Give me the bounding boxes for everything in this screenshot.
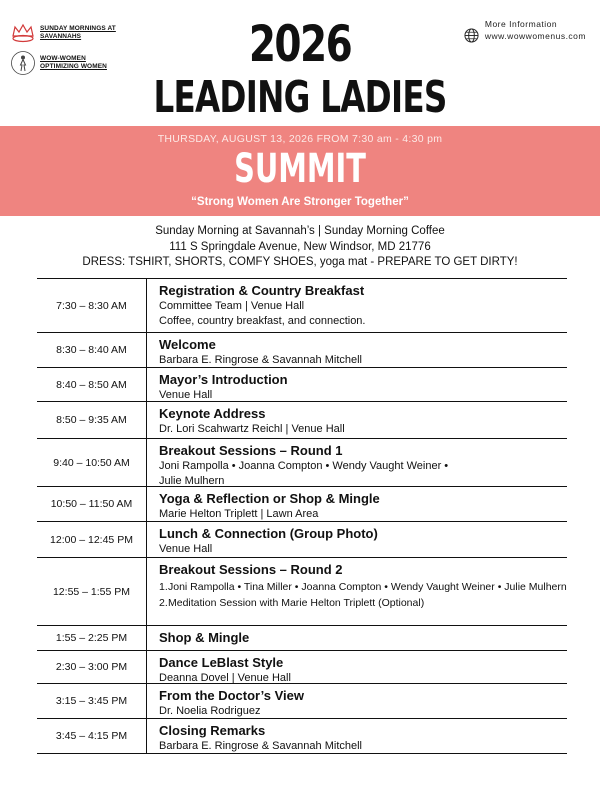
schedule-row — [37, 487, 567, 522]
session-detail — [147, 368, 567, 401]
session-line: Venue Hall — [159, 543, 213, 555]
venue-name: Sunday Morning at Savannah’s | Sunday Morning Coffee — [155, 225, 445, 237]
session-title: Welcome — [159, 337, 216, 352]
schedule-row — [37, 279, 567, 333]
session-line: Committee Team | Venue Hall — [159, 300, 305, 312]
session-detail — [147, 487, 567, 521]
session-time: 8:50 – 9:35 AM — [37, 402, 147, 438]
wow-logo-text: WOW-WOMEN OPTIMIZING WOMEN — [40, 55, 107, 70]
session-detail — [147, 522, 567, 557]
session-line: Marie Helton Triplett | Lawn Area — [159, 508, 319, 520]
summit-heading: SUMMIT — [234, 146, 366, 192]
list-number: 2. — [159, 597, 168, 609]
session-time: 10:50 – 11:50 AM — [37, 487, 147, 521]
session-time: 12:55 – 1:55 PM — [37, 558, 147, 625]
list-text: Joni Rampolla • Tina Miller • Joanna Compton • Wendy Vaught Weiner • Julie Mulhern — [168, 581, 567, 593]
session-title: Closing Remarks — [159, 723, 266, 738]
session-detail — [147, 558, 567, 625]
session-detail — [147, 684, 567, 718]
session-line: Deanna Dovel | Venue Hall — [159, 672, 291, 684]
session-detail — [147, 651, 567, 683]
schedule-row — [37, 719, 567, 754]
dress-code: DRESS: TSHIRT, SHORTS, COMFY SHOES, yoga mat - PREPARE TO GET DIRTY! — [82, 256, 518, 268]
session-detail — [147, 439, 567, 486]
schedule-row — [37, 402, 567, 439]
venue-address: 111 S Springdale Avenue, New Windsor, MD 21776 — [169, 240, 431, 253]
summit-banner — [0, 126, 600, 216]
session-title: Shop & Mingle — [159, 630, 250, 645]
session-title: From the Doctor’s View — [159, 688, 304, 703]
list-item — [159, 596, 567, 610]
session-detail — [147, 279, 567, 332]
schedule-row — [37, 333, 567, 368]
session-line: Dr. Lori Scahwartz Reichl | Venue Hall — [159, 423, 345, 435]
session-line: Dr. Noelia Rodriguez — [159, 705, 261, 717]
event-title: LEADING LADIES — [153, 72, 447, 123]
sunday-logo-text: SUNDAY MORNINGS AT SAVANNAHS — [40, 25, 116, 40]
session-line: Joni Rampolla • Joanna Compton • Wendy Vaught Weiner • — [159, 460, 449, 472]
session-detail — [147, 402, 567, 438]
session-time: 12:00 – 12:45 PM — [37, 522, 147, 557]
woman-silhouette-icon — [10, 50, 36, 76]
session-time: 9:40 – 10:50 AM — [37, 439, 147, 486]
more-info-label: More Information — [484, 18, 558, 29]
tagline: “Strong Women Are Stronger Together” — [191, 196, 409, 208]
session-list — [159, 580, 567, 610]
session-detail — [147, 333, 567, 367]
session-line: Julie Mulhern — [159, 474, 225, 487]
session-time: 7:30 – 8:30 AM — [37, 279, 147, 332]
session-line: Venue Hall — [159, 389, 213, 401]
website-link[interactable]: www.wowwomenus.com — [484, 30, 586, 41]
session-line: Coffee, country breakfast, and connection. — [159, 314, 366, 327]
schedule-row — [37, 626, 567, 651]
event-date: THURSDAY, AUGUST 13, 2026 FROM 7:30 am - 4:30 pm — [157, 133, 443, 145]
schedule-row — [37, 522, 567, 558]
schedule-row — [37, 368, 567, 402]
session-time: 3:45 – 4:15 PM — [37, 719, 147, 753]
schedule-row — [37, 684, 567, 719]
session-title: Registration & Country Breakfast — [159, 283, 365, 298]
session-detail — [147, 626, 567, 650]
session-detail — [147, 719, 567, 753]
list-number: 1. — [159, 581, 168, 593]
session-time: 2:30 – 3:00 PM — [37, 651, 147, 683]
session-title: Breakout Sessions – Round 1 — [159, 443, 343, 458]
session-title: Mayor’s Introduction — [159, 372, 288, 387]
session-title: Lunch & Connection (Group Photo) — [159, 526, 378, 541]
schedule-row — [37, 439, 567, 487]
session-title: Yoga & Reflection or Shop & Mingle — [159, 491, 380, 506]
schedule-row — [37, 558, 567, 626]
crown-icon — [10, 22, 36, 44]
session-time: 1:55 – 2:25 PM — [37, 626, 147, 650]
session-time: 8:30 – 8:40 AM — [37, 333, 147, 367]
list-item — [159, 580, 567, 594]
list-text: Meditation Session with Marie Helton Triplett (Optional) — [168, 597, 425, 609]
session-time: 8:40 – 8:50 AM — [37, 368, 147, 401]
session-title: Keynote Address — [159, 406, 266, 421]
schedule-table — [37, 278, 567, 754]
session-line: Barbara E. Ringrose & Savannah Mitchell — [159, 740, 362, 752]
session-title: Breakout Sessions – Round 2 — [159, 562, 343, 577]
schedule-row — [37, 651, 567, 684]
venue-info — [0, 224, 600, 271]
session-time: 3:15 – 3:45 PM — [37, 684, 147, 718]
session-title: Dance LeBlast Style — [159, 655, 284, 670]
session-line: Barbara E. Ringrose & Savannah Mitchell — [159, 354, 362, 366]
event-year: 2026 — [248, 15, 352, 73]
